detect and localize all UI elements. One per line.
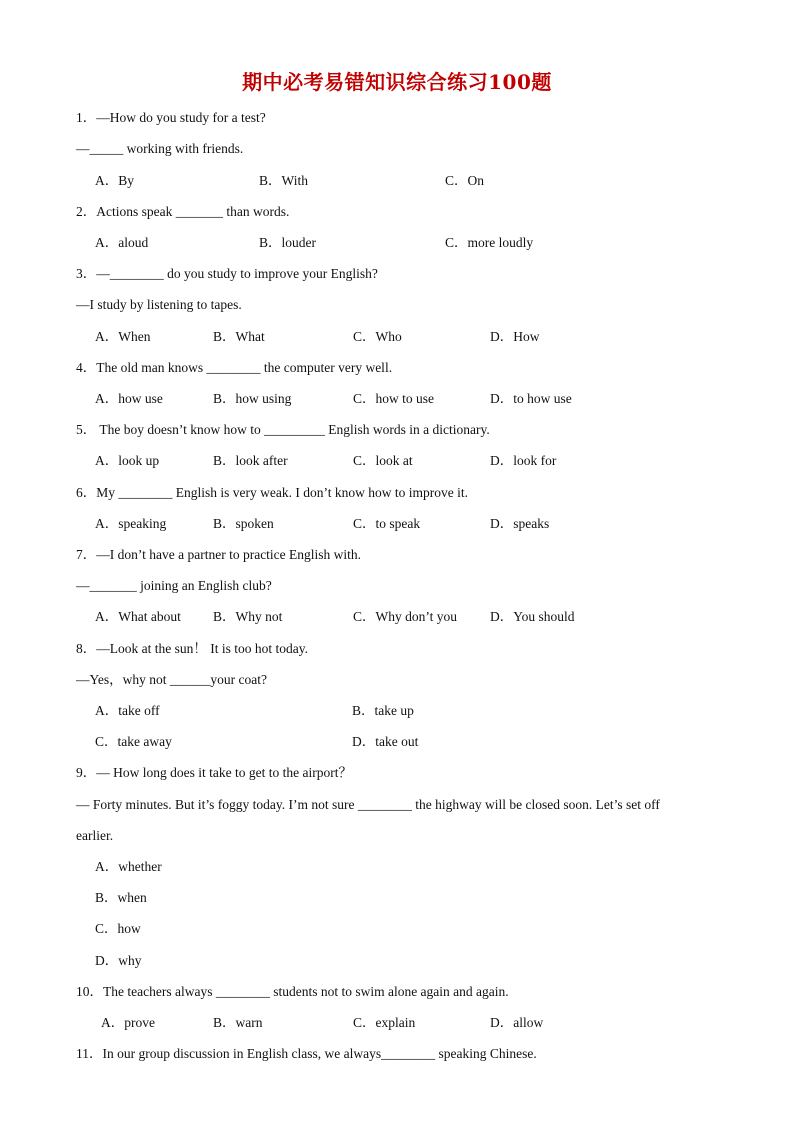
question-8-option-a: A．take off [95,703,160,718]
question-5-option-b: B．look after [213,453,288,468]
question-5-option-c: C．look at [353,453,413,468]
question-7-stem: 7．—I don’t have a partner to practice English with. [76,547,362,562]
question-8-option-d: D．take out [352,734,419,749]
question-9-option-c: C．how [95,921,141,936]
question-10-option-d: D．allow [490,1015,544,1030]
question-6-option-d: D．speaks [490,516,550,531]
question-3-answer-line: —I study by listening to tapes. [76,297,242,312]
question-3-option-b: B．What [213,329,265,344]
question-3-option-c: C．Who [353,329,402,344]
question-4-option-a: A．how use [95,391,163,406]
question-4-option-c: C．how to use [353,391,434,406]
page-title: 期中必考易错知识综合练习100题 [242,70,552,94]
question-6-option-c: C．to speak [353,516,421,531]
question-2-option-a: A．aloud [95,235,149,250]
question-2-stem: 2．Actions speak _______ than words. [76,204,290,219]
question-4-option-b: B．how using [213,391,292,406]
question-5-option-a: A．look up [95,453,160,468]
question-6-stem: 6．My ________ English is very weak. I don’t know how to improve it. [76,485,468,500]
question-1-stem: 1．—How do you study for a test? [76,110,266,125]
question-8-answer-line: —Yes，why not ______your coat? [76,672,267,687]
question-5-stem: 5． The boy doesn’t know how to _________ English words in a dictionary. [76,422,490,437]
question-7-option-d: D．You should [490,609,575,624]
question-3-option-d: D．How [490,329,540,344]
question-2-option-c: C．more loudly [445,235,534,250]
question-9-option-b: B．when [95,890,147,905]
question-10-option-b: B．warn [213,1015,263,1030]
question-8-option-c: C．take away [95,734,172,749]
question-10-option-c: C．explain [353,1015,416,1030]
question-11-stem: 11．In our group discussion in English class, we always________ speaking Chinese. [76,1046,537,1061]
question-6-option-a: A．speaking [95,516,167,531]
question-10-stem: 10．The teachers always ________ students not to swim alone again and again. [76,984,509,999]
question-9-stem: 9．— How long does it take to get to the airport？ [76,765,352,780]
question-7-option-b: B．Why not [213,609,283,624]
question-5-option-d: D．look for [490,453,557,468]
question-1-option-b: B．With [259,173,308,188]
question-3-option-a: A．When [95,329,151,344]
question-7-answer-line: —_______ joining an English club? [76,578,272,593]
question-6-option-b: B．spoken [213,516,274,531]
question-4-stem: 4．The old man knows ________ the computer very well. [76,360,393,375]
question-7-option-c: C．Why don’t you [353,609,457,624]
question-9-option-a: A．whether [95,859,162,874]
question-2-option-b: B．louder [259,235,316,250]
question-7-option-a: A．What about [95,609,181,624]
question-9-answer-line-continued: earlier. [76,828,114,843]
question-1-answer-line: —_____ working with friends. [76,141,244,156]
question-9-answer-line: — Forty minutes. But it’s foggy today. I’m not sure ________ the highway will be closed soon. Let’s set off [76,797,660,812]
question-1-option-c: C．On [445,173,485,188]
question-8-stem: 8．—Look at the sun！ It is too hot today. [76,641,308,656]
question-10-option-a: A．prove [101,1015,155,1030]
question-4-option-d: D．to how use [490,391,572,406]
question-8-option-b: B．take up [352,703,414,718]
question-3-stem: 3．—________ do you study to improve your English? [76,266,378,281]
question-9-option-d: D．why [95,953,142,968]
question-1-option-a: A．By [95,173,135,188]
